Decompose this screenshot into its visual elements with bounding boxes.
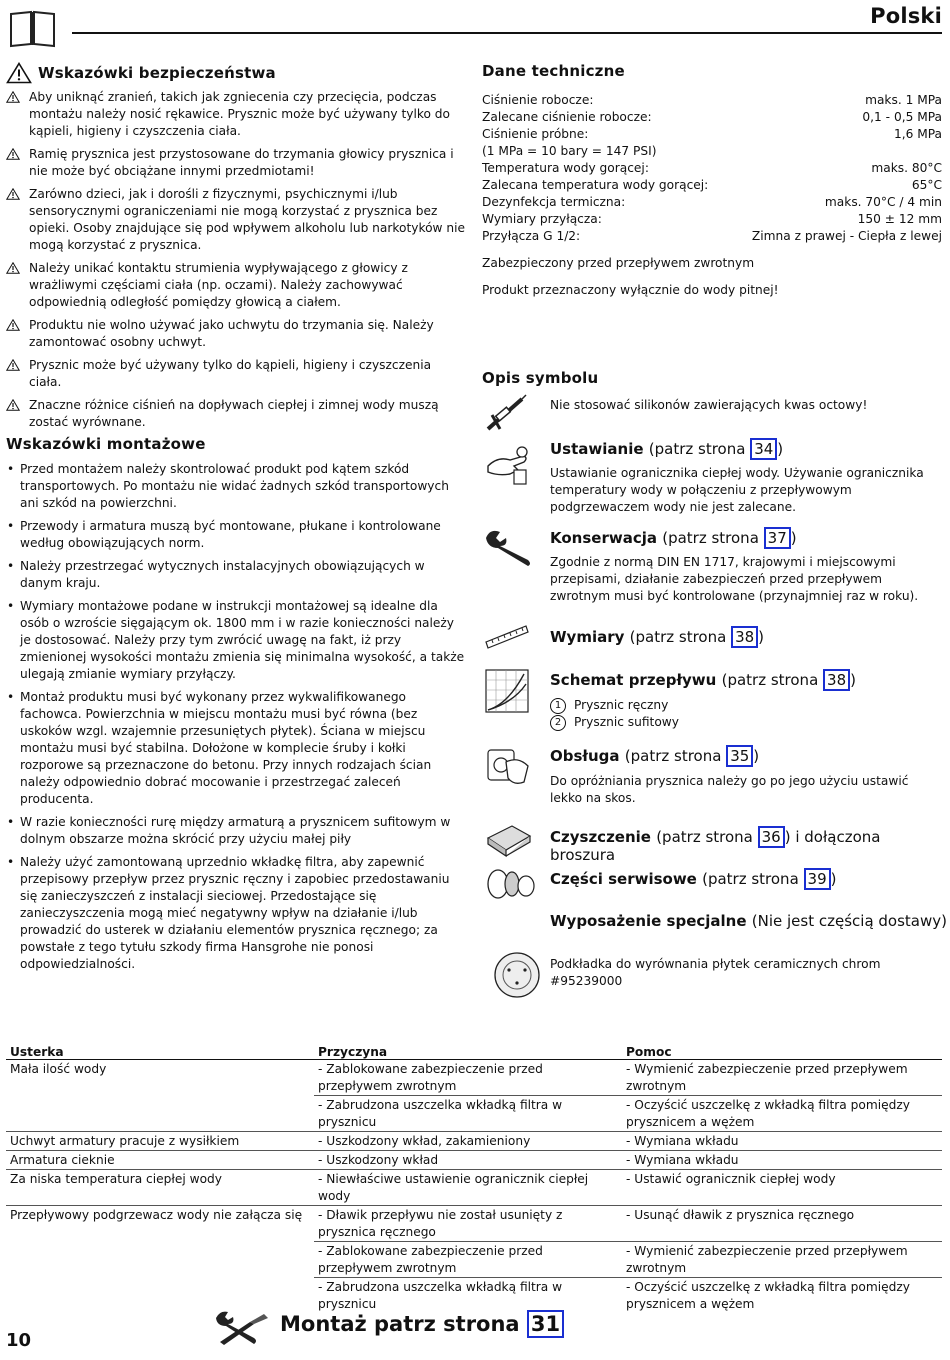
book-icon bbox=[9, 8, 56, 48]
tech-row: Ciśnienie próbne: 1,6 MPa bbox=[482, 127, 942, 141]
flow-title: Schemat przepływu bbox=[550, 671, 717, 689]
assembly-title: Wskazówki montażowe bbox=[6, 435, 206, 453]
flow-page-link[interactable]: 38 bbox=[823, 669, 850, 691]
parts-page-link[interactable]: 39 bbox=[804, 868, 831, 890]
special-title: Wyposażenie specjalne bbox=[550, 912, 747, 930]
table-row: - Zabrudzona uszczelka wkładką filtra w prysznicu - Oczyścić uszczelkę z wkładką filtra pomiędzy prysznicem a wężem bbox=[318, 1280, 910, 1311]
assembly-item: • Przed montażem należy skontrolować produkt pod kątem szkód transportowych. Po montażu nie widać żadnych szkód transportowych ani szkód na powierzchni. bbox=[6, 461, 466, 512]
assembly-item: • Montaż produktu musi być wykonany przez wykwalifikowanego fachowca. Powierzchnia w miejscu montażu musi być równa (bez uskoków wzgl. wzajemnie przesuniętych płytek). Ściana w miejscu montażu musi być stabilna. Dołożone w komplecie śruby i kołki rozporowe są przeznaczone do betonu. Przy innych rodzajach ścian należy odpowiednio dobrać mocowanie i przestrzegać zaleceń producenta. bbox=[6, 689, 466, 808]
warning-icon bbox=[6, 91, 20, 103]
warning-icon bbox=[6, 148, 20, 160]
warning-icon bbox=[6, 188, 20, 200]
safety-heading bbox=[6, 62, 466, 84]
table-row: - Zabrudzona uszczelka wkładką filtra w prysznicu - Oczyścić uszczelkę z wkładką filtra pomiędzy prysznicem a wężem bbox=[6, 1096, 942, 1132]
assembly-item: • Należy użyć zamontowaną uprzednio wkładkę filtra, aby zapewnić przepisowy przepływ przez prysznic ręczny i zapobiec przedostawaniu się zanieczyszczeń z instalacji sieciowej. Przedostające się zanieczyszczenia mogą mieć negatywny wpływ na działanie i/lub prowadzić do usterek w działaniu elementów prysznica ręcznego; za powstałe z tego tytułu szkody firma Hansgrohe nie ponosi odpowiedzialności. bbox=[6, 854, 466, 973]
cleaning-sponge-icon bbox=[484, 818, 534, 858]
tech-row: Zalecane ciśnienie robocze: 0,1 - 0,5 MPa bbox=[482, 110, 942, 124]
warning-icon bbox=[6, 319, 20, 331]
safety-title: Wskazówki bezpieczeństwa bbox=[38, 64, 276, 82]
tech-note-backflow: Zabezpieczony przed przepływem zwrotnym bbox=[482, 256, 755, 270]
dimensions-block: Wymiary (patrz strona 38 ) bbox=[550, 628, 765, 646]
table-row: Uchwyt armatury pracuje z wysiłkiem - Uszkodzony wkład, zakamieniony - Wymiana wkładu bbox=[6, 1132, 942, 1151]
warning-icon bbox=[6, 262, 20, 274]
warning-icon bbox=[6, 399, 20, 411]
safety-item: Aby uniknąć zranień, takich jak zgniecenia czy przecięcia, podczas montażu należy nosić rękawice. Prysznic może być używany tylko do kąpieli, higieny i czyszczenia ciała. bbox=[6, 89, 466, 140]
assembly-item: • Wymiary montażowe podane w instrukcji montażowej są idealne dla osób o wzroście sięgającym ok. 1800 mm i w razie konieczności należy je dostosować. Należy przy tym zwrócić uwagę na fakt, iż przy zmienionej wysokości montażu zmienia się minimalna wysokość, a także ulegają zmianie wymiary przyłączy. bbox=[6, 598, 466, 683]
cleaning-page-link[interactable]: 36 bbox=[758, 826, 785, 848]
safety-list bbox=[6, 89, 466, 431]
dimensions-title: Wymiary bbox=[550, 628, 625, 646]
tech-note-drinking-water: Produkt przeznaczony wyłącznie do wody pitnej! bbox=[482, 283, 779, 297]
safety-item: Prysznic może być używany tylko do kąpieli, higieny i czyszczenia ciała. bbox=[6, 357, 466, 391]
maintenance-block: Konserwacja (patrz strona 37 ) Zgodnie z normą DIN EN 1717, krajowymi i miejscowymi przepisami, działanie zabezpieczeń przed przepływem zwrotnym musi być kontrolowane (przynajmniej raz w roku). bbox=[550, 529, 942, 605]
assembly-list bbox=[6, 461, 466, 973]
safety-item: Znaczne różnice ciśnień na dopływach ciepłej i zimnej wody muszą zostać wyrównane. bbox=[6, 397, 466, 431]
ruler-icon bbox=[484, 622, 530, 660]
table-row: - Zablokowane zabezpieczenie przed przepływem zwrotnym - Wymienić zabezpieczenie przed przepływem zwrotnym bbox=[6, 1242, 942, 1278]
tech-row: Ciśnienie robocze: maks. 1 MPa bbox=[482, 93, 942, 107]
column-header-fault: Usterka bbox=[6, 1044, 314, 1060]
silicone-gun-icon bbox=[484, 393, 528, 433]
special-block: Wyposażenie specjalne (Nie jest częścią dostawy) bbox=[550, 912, 947, 930]
tech-row: Temperatura wody gorącej: maks. 80°C bbox=[482, 161, 942, 175]
number-two-circle: 2 bbox=[550, 715, 566, 731]
assembly-item: • Przewody i armatura muszą być montowane, płukane i kontrolowane według obowiązujących norm. bbox=[6, 518, 466, 552]
table-row: Przepływowy podgrzewacz wody nie załącza się - Dławik przepływu nie został usunięty z prysznica ręcznego - Usunąć dławik z prysznica ręcznego bbox=[6, 1206, 942, 1242]
operation-title: Obsługa bbox=[550, 747, 620, 765]
column-header-cause: Przyczyna bbox=[314, 1044, 622, 1060]
special-text: Podkładka do wyrównania płytek ceramicznych chrom #95239000 bbox=[550, 957, 881, 988]
flow-item-overhead: 2 Prysznic sufitowy bbox=[550, 714, 856, 731]
safety-item: Ramię prysznica jest przystosowane do trzymania głowicy prysznica i nie może być obciążane innymi przedmiotami! bbox=[6, 146, 466, 180]
wrench-icon bbox=[484, 526, 536, 566]
silicone-warning: Nie stosować silikonów zawierających kwas octowy! bbox=[550, 398, 868, 412]
left-column bbox=[6, 62, 466, 979]
troubleshooting-table bbox=[6, 1044, 942, 1313]
mount-text: Montaż patrz strona bbox=[280, 1312, 520, 1336]
tech-row: Wymiary przyłącza: 150 ± 12 mm bbox=[482, 212, 942, 226]
wrench-screwdriver-icon bbox=[214, 1308, 270, 1348]
header-rule bbox=[72, 32, 942, 34]
operation-block: Obsługa (patrz strona 35 ) Do opróżniania prysznica należy go po jego użyciu ustawić lekko na skos. bbox=[550, 747, 942, 807]
operation-hand-icon bbox=[484, 742, 532, 790]
number-one-circle: 1 bbox=[550, 698, 566, 714]
language-title: Polski bbox=[870, 4, 942, 28]
warning-icon bbox=[6, 62, 32, 84]
table-row: Za niska temperatura ciepłej wody - Niewłaściwe ustawienie ogranicznik ciepłej wody - Ustawić ogranicznik ciepłej wody bbox=[6, 1170, 942, 1206]
table-row: Armatura cieknie - Uszkodzony wkład - Wymiana wkładu bbox=[6, 1151, 942, 1170]
operation-text: Do opróżniania prysznica należy go po jego użyciu ustawić lekko na skos. bbox=[550, 774, 909, 805]
column-header-remedy: Pomoc bbox=[622, 1044, 942, 1060]
flow-item-hand: 1 Prysznic ręczny bbox=[550, 697, 856, 714]
table-header-row bbox=[6, 1044, 942, 1060]
assembly-item: • W razie konieczności rurę między armaturą a prysznicem sufitowym w dolnym obszarze można skrócić przy użyciu małej piły bbox=[6, 814, 466, 848]
setting-hand-icon bbox=[484, 440, 534, 490]
tech-row: Dezynfekcja termiczna: maks. 70°C / 4 min bbox=[482, 195, 942, 209]
tech-title: Dane techniczne bbox=[482, 62, 625, 80]
maintenance-page-link[interactable]: 37 bbox=[764, 527, 791, 549]
tech-row: Przyłącza G 1/2: Zimna z prawej - Ciepła z lewej bbox=[482, 229, 942, 243]
operation-page-link[interactable]: 35 bbox=[726, 745, 753, 767]
tech-row: Zalecana temperatura wody gorącej: 65°C bbox=[482, 178, 942, 192]
spare-parts-icon bbox=[484, 864, 540, 904]
tile-washer-icon bbox=[492, 950, 542, 1000]
page-number: 10 bbox=[6, 1330, 32, 1351]
symbols-title: Opis symbolu bbox=[482, 369, 599, 387]
parts-block: Części serwisowe (patrz strona 39 ) bbox=[550, 870, 837, 888]
safety-item: Produktu nie wolno używać jako uchwytu do trzymania się. Należy zamontować osobny uchwyt. bbox=[6, 317, 466, 351]
tech-row: (1 MPa = 10 bary = 147 PSI) bbox=[482, 144, 657, 158]
cleaning-title: Czyszczenie bbox=[550, 828, 651, 846]
maintenance-title: Konserwacja bbox=[550, 529, 657, 547]
setting-title: Ustawianie bbox=[550, 440, 644, 458]
cleaning-block: Czyszczenie (patrz strona 36 ) i dołączona broszura bbox=[550, 828, 881, 864]
setting-text: Ustawianie ogranicznika ciepłej wody. Używanie ogranicznika temperatury wody w połączeniu z przepływowym podgrzewaczem wody nie jest zalecane. bbox=[550, 466, 924, 514]
table-row: Mała ilość wody - Zablokowane zabezpieczenie przed przepływem zwrotnym - Wymienić zabezpieczenie przed przepływem zwrotnym bbox=[6, 1060, 942, 1096]
flow-block: Schemat przepływu (patrz strona 38 ) 1 Prysznic ręczny 2 Prysznic sufitowy bbox=[550, 671, 856, 729]
assembly-item: • Należy przestrzegać wytycznych instalacyjnych obowiązujących w danym kraju. bbox=[6, 558, 466, 592]
setting-page-link[interactable]: 34 bbox=[750, 438, 777, 460]
dimensions-page-link[interactable]: 38 bbox=[731, 626, 758, 648]
mount-reference bbox=[280, 1312, 564, 1336]
setting-block: Ustawianie (patrz strona 34 ) Ustawianie ogranicznika ciepłej wody. Używanie ogranicznika temperatury wody w połączeniu z przepływowym podgrzewaczem wody nie jest zalecane. bbox=[550, 440, 942, 516]
mount-page-link[interactable]: 31 bbox=[527, 1310, 564, 1338]
parts-title: Części serwisowe bbox=[550, 870, 697, 888]
flow-diagram-icon bbox=[484, 668, 530, 714]
safety-item: Zarówno dzieci, jak i dorośli z fizycznymi, psychicznymi i/lub sensorycznymi ograniczeniami nie mogą korzystać z prysznica bez opieki. Osoby znajdujące się pod wpływem alkoholu lub narkotyków nie mogą korzystać z prysznica. bbox=[6, 186, 466, 254]
warning-icon bbox=[6, 359, 20, 371]
tech-section bbox=[482, 62, 942, 299]
maintenance-text: Zgodnie z normą DIN EN 1717, krajowymi i miejscowymi przepisami, działanie zabezpieczeń przed przepływem zwrotnym musi być kontrolowane (przynajmniej raz w roku). bbox=[550, 555, 919, 603]
safety-item: Należy unikać kontaktu strumienia wypływającego z głowicy z wrażliwymi częściami ciała (np. oczami). Należy zachowywać odpowiednią odległość pomiędzy głowicą a ciałem. bbox=[6, 260, 466, 311]
